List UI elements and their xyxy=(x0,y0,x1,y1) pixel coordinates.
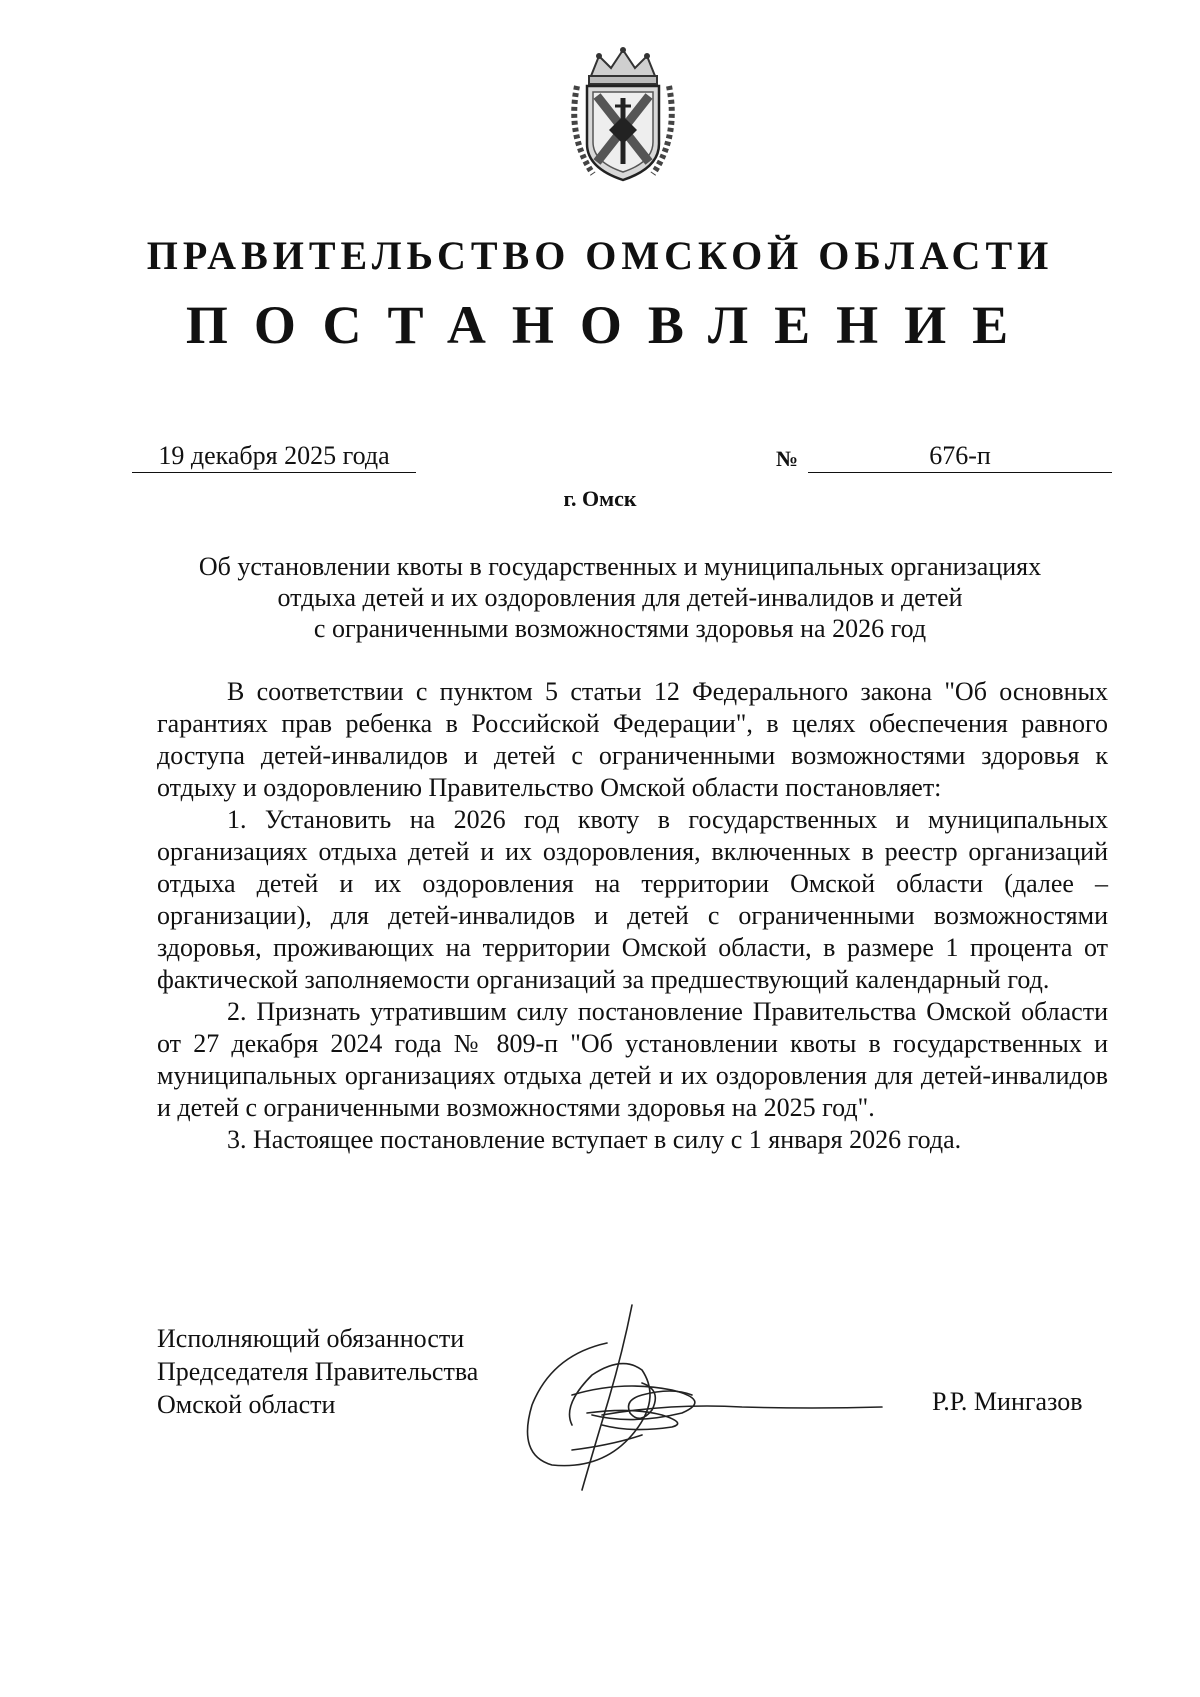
signatory-role xyxy=(157,1322,478,1421)
preamble-paragraph: В соответствии с пунктом 5 статьи 12 Федерального закона "Об основных гарантиях прав ребенка в Российской Федерации", в целях обеспечения равного доступа детей-инвалидов и детей с ограниченными возможностями здоровья к отдыху и оздоровлению Правительство Омской области постановляет: xyxy=(157,677,1108,802)
signatory-role-line: Омской области xyxy=(157,1390,336,1419)
document-city: г. Омск xyxy=(563,486,637,511)
number-sign: № xyxy=(776,446,799,471)
document-number: 676-п xyxy=(808,440,1112,473)
document-date: 19 декабря 2025 года xyxy=(132,440,416,473)
organization-name: ПРАВИТЕЛЬСТВО ОМСКОЙ ОБЛАСТИ xyxy=(146,233,1054,278)
signatory-role-line: Исполняющий обязанности xyxy=(157,1324,465,1353)
title-line: отдыха детей и их оздоровления для детей-инвалидов и детей xyxy=(277,583,963,612)
title-line: с ограниченными возможностями здоровья на 2026 год xyxy=(313,614,927,643)
document-title xyxy=(150,551,1090,644)
clause-2-paragraph: 2. Признать утратившим силу постановление Правительства Омской области от 27 декабря 2024 года № 809-п "Об установлении квоты в государственных и муниципальных организациях отдыха детей и их оздоровления для детей-инвалидов и детей с ограниченными возможностями здоровья на 2025 год". xyxy=(157,997,1108,1122)
signatory-name: Р.Р. Мингазов xyxy=(932,1387,1083,1416)
clause-3-paragraph: 3. Настоящее постановление вступает в силу с 1 января 2026 года. xyxy=(227,1125,962,1154)
handwritten-signature xyxy=(512,1295,892,1500)
document-type: ПОСТАНОВЛЕНИЕ xyxy=(185,295,1035,355)
coat-of-arms-emblem xyxy=(563,46,683,186)
document-body xyxy=(157,676,1108,1156)
title-line: Об установлении квоты в государственных и муниципальных организациях xyxy=(198,552,1042,581)
signatory-role-line: Председателя Правительства xyxy=(157,1357,479,1386)
clause-1-paragraph: 1. Установить на 2026 год квоту в государственных и муниципальных организациях отдыха детей и их оздоровления, включенных в реестр организаций отдыха детей и их оздоровления на территории Омской области (далее – организации), для детей-инвалидов и детей с ограниченными возможностями здоровья, проживающих на территории Омской области, в размере 1 процента от фактической заполняемости организаций за предшествующий календарный год. xyxy=(157,805,1108,994)
